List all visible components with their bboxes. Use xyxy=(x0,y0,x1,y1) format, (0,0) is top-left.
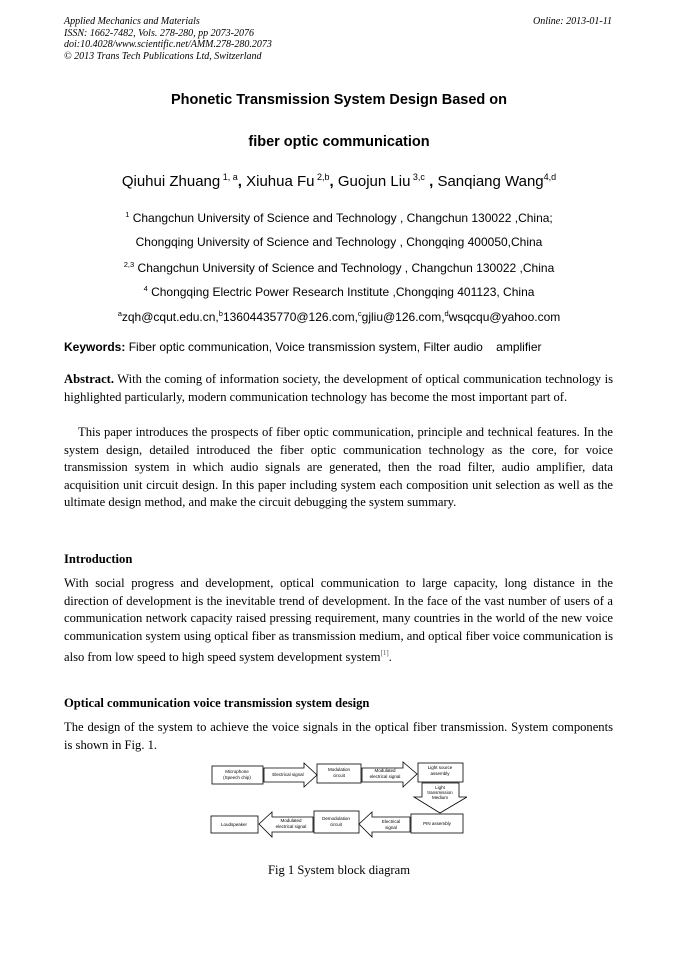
introduction-paragraph xyxy=(64,575,613,667)
light-source-label-2: assembly xyxy=(430,771,450,776)
design-paragraph: The design of the system to achieve the voice signals in the optical fiber transmission. System components is shown in Fig. 1. xyxy=(64,720,613,752)
abstract-text-2: This paper introduces the prospects of fiber optic communication, principle and technical features. In the system design, detailed introduced the fiber optic communication technology as the core, for voice transmission system in which audio signals are generated, then the road filter, audio amplifier, data acquisition unit circuit design. In this paper including system each composition unit selection as well as the ultimate design method, and make the circuit debugging the system summary. xyxy=(64,425,613,509)
keywords-label: Keywords: xyxy=(64,340,126,354)
demodulation-label-2: circuit xyxy=(330,822,342,827)
author-name: Sanqiang Wang xyxy=(437,173,544,190)
affiliation-sup: 1 xyxy=(125,210,130,219)
modulation-label-2: circuit xyxy=(333,773,345,778)
sentence-end: . xyxy=(388,650,392,664)
figure-caption: Fig 1 System block diagram xyxy=(267,863,411,877)
author-sep: , xyxy=(424,173,438,190)
author-sep: , xyxy=(237,173,247,190)
affiliation-1b: Chongqing University of Science and Technology , Chongqing 400050,China xyxy=(135,235,543,249)
modulated-label-1: Modulated xyxy=(374,768,396,773)
demodulation-label-1: Demodulation xyxy=(322,816,350,821)
modulated-2-label-2: electrical signal xyxy=(275,824,307,829)
modulation-label-1: Modulation xyxy=(327,767,351,772)
author-sup: 3,c xyxy=(410,172,425,182)
introduction-text: With social progress and development, optical communication to large capacity, long distance in the direction of development is the inevitable trend of development. In the face of the vast number of users of a communication network capacity raised pressing requirement, many countries in the world of the new voice communication system using optical fiber as transmission medium, and optical fiber voice communication is also from low speed to high speed system development system xyxy=(64,576,613,664)
email-sup: b xyxy=(218,309,223,318)
paper-title-line2: fiber optic communication xyxy=(248,134,430,150)
section-heading-design: Optical communication voice transmission system design xyxy=(64,696,370,710)
email-sup: a xyxy=(117,309,122,318)
email-sup: c xyxy=(357,309,362,318)
system-block-diagram xyxy=(205,757,467,839)
pin-assembly-label: PIN assembly xyxy=(423,821,451,826)
author-sup: 4,d xyxy=(543,172,557,182)
email-list xyxy=(0,309,678,324)
affiliation-sup: 2,3 xyxy=(123,260,135,269)
author-name: Guojun Liu xyxy=(337,173,411,190)
microphone-label-2: (Speech chip) xyxy=(223,775,251,780)
email-address: 13604435770@126.com, xyxy=(222,310,358,324)
affiliation-1 xyxy=(0,210,678,225)
issn-line: ISSN: 1662-7482, Vols. 278-280, pp 2073-2076 xyxy=(64,27,254,39)
abstract-paragraph-1 xyxy=(64,371,613,406)
affiliation-text: Chongqing Electric Power Research Institute ,Chongqing 401123, China xyxy=(147,285,535,299)
author-sup: 1, a xyxy=(220,172,238,182)
light-source-label-1: Light source xyxy=(427,765,453,770)
abstract-paragraph-2 xyxy=(64,424,613,512)
medium-label-3: Medium xyxy=(431,795,449,800)
email-address: zqh@cqut.edu.cn, xyxy=(121,310,219,324)
online-date: Online: 2013-01-11 xyxy=(533,16,612,27)
copyright-line: © 2013 Trans Tech Publications Ltd, Switzerland xyxy=(64,50,262,62)
email-address: wsqcqu@yahoo.com xyxy=(448,310,561,324)
author-name: Qiuhui Zhuang xyxy=(121,173,221,190)
affiliation-text: Changchun University of Science and Technology , Changchun 130022 ,China; xyxy=(129,211,553,225)
medium-label-1: Light xyxy=(435,785,445,790)
modulated-2-label-1: Modulated xyxy=(280,818,302,823)
journal-name: Applied Mechanics and Materials xyxy=(64,16,200,27)
abstract-label: Abstract. xyxy=(64,372,115,386)
affiliation-3 xyxy=(0,284,678,299)
keywords-text: Fiber optic communication, Voice transmission system, Filter audio amplifier xyxy=(125,340,542,354)
loudspeaker-label: Loudspeaker xyxy=(220,822,248,827)
modulated-label-2: electrical signal xyxy=(369,774,401,779)
affiliation-text: Changchun University of Science and Technology , Changchun 130022 ,China xyxy=(134,261,555,275)
author-sup: 2,b xyxy=(314,172,330,182)
author-list xyxy=(0,172,678,190)
journal-header xyxy=(64,16,272,62)
author-name: Xiuhua Fu xyxy=(246,173,315,190)
electrical-signal-label: Electrical signal xyxy=(272,772,304,777)
author-sep: , xyxy=(329,173,338,190)
affiliation-sup: 4 xyxy=(143,284,148,293)
electrical-signal-2-label-1: Electrical xyxy=(381,819,401,824)
citation-ref: [1] xyxy=(380,649,389,657)
electrical-signal-2-label-2: signal xyxy=(385,825,397,830)
abstract-text-1: With the coming of information society, the development of optical communication technology is highlighted particularly, modern communication technology has become the most important part of. xyxy=(64,372,613,404)
email-sup: d xyxy=(444,309,449,318)
affiliation-2 xyxy=(0,260,678,275)
section-heading-introduction: Introduction xyxy=(64,552,133,566)
doi-line: doi:10.4028/www.scientific.net/AMM.278-280.2073 xyxy=(64,39,272,50)
paper-title-line1: Phonetic Transmission System Design Based on xyxy=(170,92,507,108)
email-address: gjliu@126.com, xyxy=(361,310,445,324)
microphone-label-1: Microphone xyxy=(225,769,249,774)
keywords xyxy=(64,340,542,354)
medium-label-2: transmission xyxy=(427,790,453,795)
